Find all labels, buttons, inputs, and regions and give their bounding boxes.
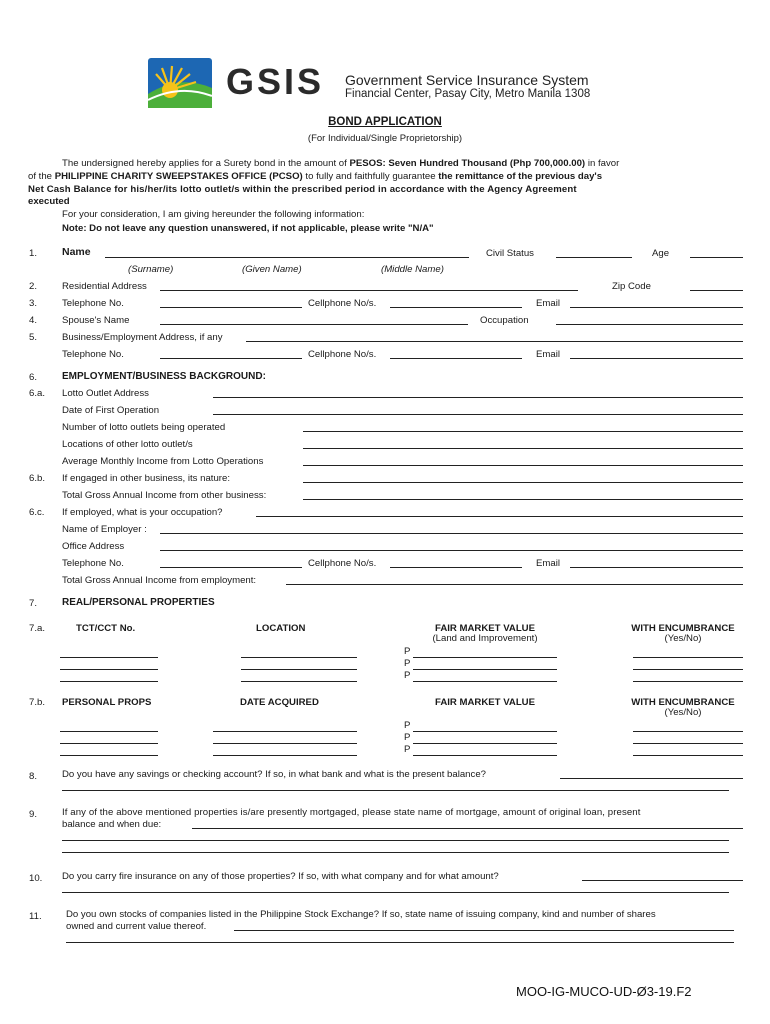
- q11-field[interactable]: [66, 942, 734, 943]
- date-acquired-field[interactable]: [213, 731, 357, 732]
- q10-field[interactable]: [582, 880, 743, 881]
- personal-prop-field[interactable]: [60, 743, 158, 744]
- encumbrance2-field[interactable]: [633, 731, 743, 732]
- q10-field[interactable]: [62, 892, 729, 893]
- employer-name-field[interactable]: [160, 533, 743, 534]
- item-number: 4.: [29, 315, 38, 326]
- first-operation-label: Date of First Operation: [62, 405, 160, 416]
- properties-heading: REAL/PERSONAL PROPERTIES: [62, 597, 215, 608]
- first-operation-field[interactable]: [213, 414, 743, 415]
- item-number: 11.: [29, 911, 42, 922]
- other-business-label: If engaged in other business, its nature:: [62, 473, 230, 484]
- page-subtitle: (For Individual/Single Proprietorship): [307, 133, 463, 144]
- org-address: Financial Center, Pasay City, Metro Manila 1308: [345, 88, 591, 100]
- age-label: Age: [652, 248, 670, 259]
- business-cellphone-field[interactable]: [390, 358, 522, 359]
- other-business-income-label: Total Gross Annual Income from other business:: [62, 490, 267, 501]
- date-acquired-header: DATE ACQUIRED: [240, 697, 319, 708]
- occupation-label: Occupation: [480, 315, 529, 326]
- other-business-field[interactable]: [303, 482, 743, 483]
- name-label: Name: [62, 246, 91, 258]
- employment-income-field[interactable]: [286, 584, 743, 585]
- peso-sign: P: [404, 732, 411, 743]
- business-cellphone-label: Cellphone No/s.: [308, 349, 377, 360]
- monthly-income-field[interactable]: [303, 465, 743, 466]
- employer-telephone-field[interactable]: [160, 567, 302, 568]
- surname-caption: (Surname): [128, 264, 174, 275]
- business-email-field[interactable]: [570, 358, 743, 359]
- lotto-outlets-count-label: Number of lotto outlets being operated: [62, 422, 226, 433]
- employer-cellphone-field[interactable]: [390, 567, 522, 568]
- employment-background-heading: EMPLOYMENT/BUSINESS BACKGROUND:: [62, 371, 266, 382]
- middle-name-caption: (Middle Name): [381, 264, 444, 275]
- q9-text-2: balance and when due:: [62, 819, 162, 830]
- encumbrance-subheader: (Yes/No): [664, 633, 702, 644]
- telephone-field[interactable]: [160, 307, 302, 308]
- spouse-name-label: Spouse's Name: [62, 315, 130, 326]
- item-number: 7.b.: [29, 697, 46, 708]
- encumbrance-field[interactable]: [633, 657, 743, 658]
- fmv2-field[interactable]: [413, 743, 557, 744]
- intro-line5: For your consideration, I am giving hereunder the following information:: [62, 209, 365, 220]
- location-header: LOCATION: [256, 623, 306, 634]
- item-number: 2.: [29, 281, 38, 292]
- item-number: 6.b.: [29, 473, 46, 484]
- peso-sign: P: [404, 670, 411, 681]
- item-number: 7.: [29, 598, 38, 609]
- cellphone-field[interactable]: [390, 307, 522, 308]
- employed-occupation-label: If employed, what is your occupation?: [62, 507, 223, 518]
- encumbrance-field[interactable]: [633, 669, 743, 670]
- other-outlets-field[interactable]: [303, 448, 743, 449]
- zip-code-label: Zip Code: [612, 281, 651, 292]
- date-acquired-field[interactable]: [213, 743, 357, 744]
- location-field[interactable]: [241, 681, 357, 682]
- telephone-label: Telephone No.: [62, 298, 124, 309]
- personal-prop-field[interactable]: [60, 755, 158, 756]
- q8-text: Do you have any savings or checking account? If so, in what bank and what is the present balance?: [62, 769, 486, 780]
- civil-status-label: Civil Status: [486, 248, 534, 259]
- fmv2-header: FAIR MARKET VALUE: [434, 697, 536, 708]
- encumbrance2-header: WITH ENCUMBRANCE: [631, 697, 735, 708]
- business-address-field[interactable]: [246, 341, 743, 342]
- encumbrance2-field[interactable]: [633, 755, 743, 756]
- other-outlets-label: Locations of other lotto outlet/s: [62, 439, 193, 450]
- item-number: 10.: [29, 873, 43, 884]
- q11-field[interactable]: [234, 930, 734, 931]
- logo-text: GSIS: [226, 61, 325, 102]
- residential-address-field[interactable]: [160, 290, 578, 291]
- intro-line2: of the PHILIPPINE CHARITY SWEEPSTAKES OFFICE (PCSO) to fully and faithfully guarantee the remittance of the previous day's: [28, 171, 603, 182]
- item-number: 6.: [29, 372, 38, 383]
- intro-line3: Net Cash Balance for his/her/its lotto outlet/s within the prescribed period in accordance with the Agency Agreement: [28, 184, 577, 195]
- monthly-income-label: Average Monthly Income from Lotto Operations: [62, 456, 264, 467]
- fmv2-field[interactable]: [413, 755, 557, 756]
- location-field[interactable]: [241, 657, 357, 658]
- peso-sign: P: [404, 646, 411, 657]
- date-acquired-field[interactable]: [213, 755, 357, 756]
- q8-field[interactable]: [62, 790, 729, 791]
- intro-line4: executed: [28, 196, 70, 207]
- page-title: BOND APPLICATION: [328, 116, 442, 128]
- q11-text-2: owned and current value thereof.: [66, 921, 207, 932]
- fmv-field[interactable]: [413, 657, 557, 658]
- civil-status-field[interactable]: [556, 257, 632, 258]
- cellphone-label: Cellphone No/s.: [308, 298, 377, 309]
- fmv-field[interactable]: [413, 669, 557, 670]
- item-number: 6.a.: [29, 388, 46, 399]
- encumbrance2-subheader: (Yes/No): [664, 707, 702, 718]
- email-label: Email: [536, 298, 560, 309]
- age-field[interactable]: [690, 257, 743, 258]
- zip-code-field[interactable]: [690, 290, 743, 291]
- lotto-outlet-address-field[interactable]: [213, 397, 743, 398]
- fmv2-field[interactable]: [413, 731, 557, 732]
- q10-text: Do you carry fire insurance on any of those properties? If so, with what company and for what amount?: [62, 871, 499, 882]
- tct-header: TCT/CCT No.: [76, 623, 136, 634]
- q9-field[interactable]: [62, 840, 729, 841]
- other-business-income-field[interactable]: [303, 499, 743, 500]
- personal-props-header: PERSONAL PROPS: [62, 697, 152, 708]
- employed-occupation-field[interactable]: [256, 516, 743, 517]
- item-number: 9.: [29, 809, 38, 820]
- given-name-caption: (Given Name): [242, 264, 302, 275]
- lotto-outlet-address-label: Lotto Outlet Address: [62, 388, 149, 399]
- item-number: 3.: [29, 298, 38, 309]
- q9-field[interactable]: [192, 828, 743, 829]
- item-number: 8.: [29, 771, 38, 782]
- name-field[interactable]: [105, 257, 469, 258]
- office-address-label: Office Address: [62, 541, 125, 552]
- item-number: 7.a.: [29, 623, 46, 634]
- q11-text: Do you own stocks of companies listed in the Philippine Stock Exchange? If so, state name of issuing company, kind and number of shares: [66, 909, 656, 920]
- item-number: 6.c.: [29, 507, 45, 518]
- business-telephone-label: Telephone No.: [62, 349, 124, 360]
- peso-sign: P: [404, 658, 411, 669]
- employer-cellphone-label: Cellphone No/s.: [308, 558, 377, 569]
- encumbrance2-field[interactable]: [633, 743, 743, 744]
- peso-sign: P: [404, 744, 411, 755]
- tct-field[interactable]: [60, 681, 158, 682]
- spouse-name-field[interactable]: [160, 324, 468, 325]
- email-field[interactable]: [570, 307, 743, 308]
- q9-text: If any of the above mentioned properties is/are presently mortgaged, please state name of mortgage, amount of original loan, present: [62, 807, 641, 818]
- encumbrance-header: WITH ENCUMBRANCE: [631, 623, 735, 634]
- business-telephone-field[interactable]: [160, 358, 302, 359]
- employment-income-label: Total Gross Annual Income from employment:: [62, 575, 257, 586]
- q9-field[interactable]: [62, 852, 729, 853]
- fmv-subheader: (Land and Improvement): [432, 633, 538, 644]
- peso-sign: P: [404, 720, 411, 731]
- personal-prop-field[interactable]: [60, 731, 158, 732]
- employer-email-field[interactable]: [570, 567, 743, 568]
- fmv-field[interactable]: [413, 681, 557, 682]
- lotto-outlets-count-field[interactable]: [303, 431, 743, 432]
- office-address-field[interactable]: [160, 550, 743, 551]
- bond-amount: PESOS: Seven Hundred Thousand (Php 700,000.00): [349, 158, 586, 169]
- tct-field[interactable]: [60, 669, 158, 670]
- form-code: MOO-IG-MUCO-UD-Ø3-19.F2: [516, 984, 692, 999]
- employer-telephone-label: Telephone No.: [62, 558, 124, 569]
- encumbrance-field[interactable]: [633, 681, 743, 682]
- business-address-label: Business/Employment Address, if any: [62, 332, 223, 343]
- gsis-logo: [148, 58, 212, 108]
- business-email-label: Email: [536, 349, 560, 360]
- employer-name-label: Name of Employer :: [62, 524, 147, 535]
- org-name: Government Service Insurance System: [345, 72, 589, 88]
- item-number: 1.: [29, 248, 38, 259]
- intro-line1: The undersigned hereby applies for a Surety bond in the amount of PESOS: Seven Hundred Thousand (Php 700,000.00) in favor: [62, 158, 620, 169]
- tct-field[interactable]: [60, 657, 158, 658]
- intro-note: Note: Do not leave any question unanswered, if not applicable, please write "N/A": [62, 223, 434, 234]
- fmv-header: FAIR MARKET VALUE: [434, 623, 536, 634]
- occupation-field[interactable]: [556, 324, 743, 325]
- employer-email-label: Email: [536, 558, 560, 569]
- item-number: 5.: [29, 332, 38, 343]
- residential-address-label: Residential Address: [62, 281, 147, 292]
- location-field[interactable]: [241, 669, 357, 670]
- q8-field[interactable]: [560, 778, 743, 779]
